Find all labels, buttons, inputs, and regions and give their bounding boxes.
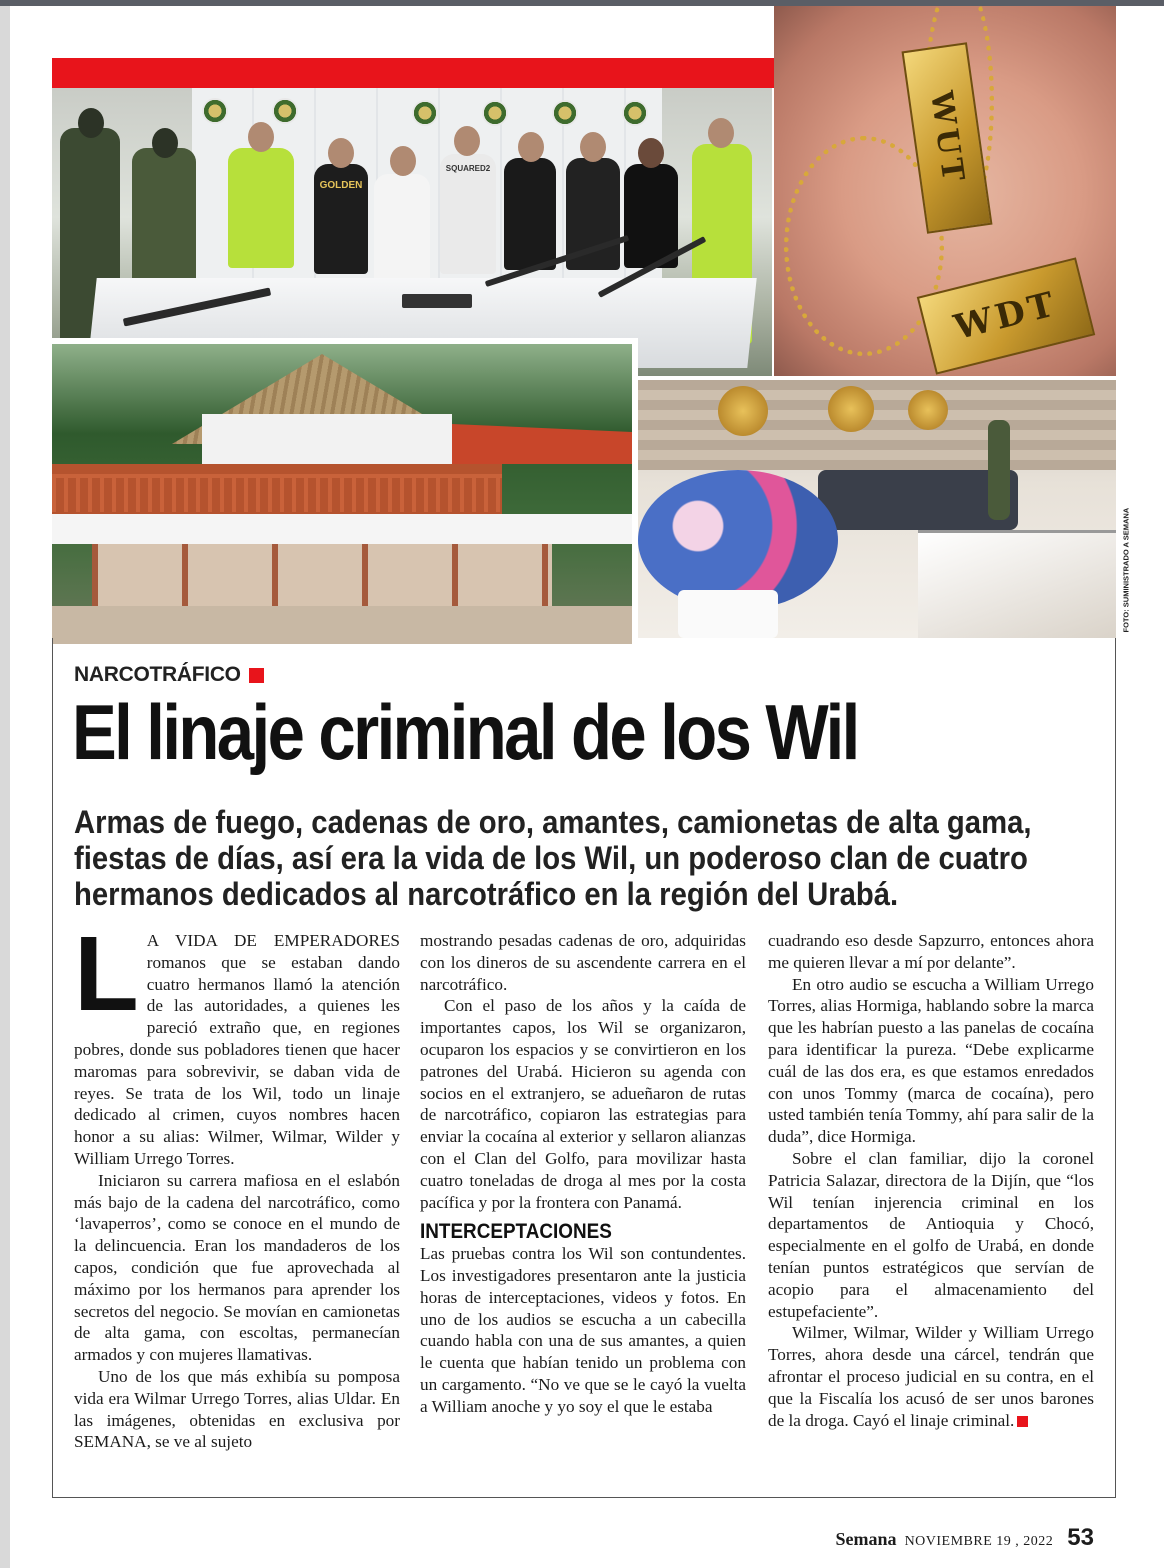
page-number: 53 [1067, 1524, 1094, 1551]
article-column-1 [74, 915, 400, 1453]
pendant-text: WDT [950, 283, 1062, 349]
flower-arrangement [638, 470, 838, 610]
viewer-left-margin [0, 6, 10, 1568]
police-seal-icon [412, 100, 438, 126]
soldier-head [78, 108, 104, 138]
paragraph-text: A VIDA DE EMPERADORES romanos que se estaban dando cuatro hermanos llamó la atención de las autoridades, a quienes les pareció extraño que, en regiones pobres, donde sus pobladores tienen que hacer maromas para sobrevivir, se daban vida de reyes. Se trata de los Wil, todo un linaje dedicado al crimen, cuyos nombres hacen honor a su alias: Wilmer, Wilmar, Wilder y William Urrego Torres. [74, 931, 400, 1168]
upper-wall [202, 414, 452, 464]
paragraph: En otro audio se escucha a William Urrego Torres, alias Hormiga, hablando sobre la marca que les habrían puesto a las panelas de cocaína para identificar la pureza. “Debe explicarme cuál de las dos era, es que estamos enredados con unos Tommy (marca de cocaína), pero usted también tenía Tommy, ahí para salir de la duda”, dice Hormiga. [768, 974, 1094, 1147]
paragraph-text: Wilmer, Wilmar, Wilder y William Urrego Torres, ahora desde una cárcel, tendrán que afrontar el proceso judicial en su contra, en el que la Fiscalía los acusó de ser unos barones de la droga. Cayó el linaje criminal. [768, 1323, 1094, 1430]
facade-band [52, 514, 632, 544]
paragraph [768, 1322, 1094, 1431]
photo-credit-vertical [1116, 498, 1130, 638]
soldier-head [152, 128, 178, 158]
paragraph: Sobre el clan familiar, dijo la coronel Patricia Salazar, directora de la Dijín, que “los Wil tenían injerencia criminal en los departamentos de Antioquia y Chocó, especialmente en el golfo de Urabá, en donde tenían puntos estratégicos que servían de acopio para el almacenamiento del estupefaciente”. [768, 1148, 1094, 1321]
subheading: INTERCEPTACIONES [420, 1220, 612, 1244]
page-footer [836, 1524, 1094, 1552]
paragraph: cuadrando eso desde Sapzurro, entonces ahora me quieren llevar a mí por delante”. [768, 931, 1094, 972]
soldier-figure [988, 420, 1010, 520]
gold-decor-icon [908, 390, 948, 430]
section-label-text: NARCOTRÁFICO [74, 663, 241, 686]
article-column-3 [768, 930, 1094, 1431]
detainee-woman [624, 164, 678, 268]
officer-head [248, 122, 274, 152]
photo-credit-text: FOTO: SUMINISTRADO A SEMANA [1121, 507, 1131, 633]
magazine-name: Semana [835, 1529, 897, 1549]
detainee-head [454, 126, 480, 156]
detainee-black-shirt [504, 158, 556, 270]
police-seal-icon [552, 100, 578, 126]
officer-head [708, 118, 734, 148]
article-column-2 [420, 930, 746, 1418]
magazine-page [10, 6, 1164, 1568]
gold-pendant [917, 257, 1095, 374]
article-deck: Armas de fuego, cadenas de oro, amantes, camionetas de alta gama, fiestas de días, así era la vida de los Wil, un poderoso clan de cuatro hermanos dedicados al narcotráfico en la región del Urabá. [74, 804, 1032, 912]
stone-wall [638, 380, 1116, 470]
police-seal-icon [202, 98, 228, 124]
shirt-print: GOLDEN [319, 180, 363, 191]
paragraph [74, 915, 400, 1170]
issue-date: NOVIEMBRE 19 , 2022 [904, 1534, 1054, 1549]
red-square-icon [249, 668, 264, 683]
detainee-head [518, 132, 544, 162]
paragraph: mostrando pesadas cadenas de oro, adquiridas con los dineros de su ascendente carrera en el narcotráfico. [420, 931, 746, 994]
photo-luxury-interior [638, 380, 1116, 638]
paragraph: Uno de los que más exhibía su pomposa vida era Wilmar Urrego Torres, alias Uldar. En las imágenes, obtenidas en exclusiva por SEMANA, se ve al sujeto [74, 1366, 400, 1452]
terrace-railing [52, 474, 502, 512]
photo-gold-chains [774, 6, 1116, 376]
gold-decor-icon [718, 386, 768, 436]
drop-cap: L [74, 915, 139, 1033]
detainee-white-shirt [374, 174, 430, 284]
police-seal-icon [482, 100, 508, 126]
detainee-head [390, 146, 416, 176]
paragraph: Con el paso de los años y la caída de importantes capos, los Wil se organizaron, ocuparon los espacios y se convirtieron en los patrones del Urabá. Hicieron su agenda con socios en el extranjero, se adueñaron de rutas de narcotráfico, copiaron las estrategias para enviar la cocaína al exterior y sellaron alianzas con el Clan del Golfo, para movilizar hasta cuatro toneladas de droga al mes por la costa pacífica y por la frontera con Panamá. [420, 996, 746, 1212]
gold-decor-icon [828, 386, 874, 432]
white-vase [678, 590, 778, 638]
red-tin-roof [452, 424, 632, 464]
detainee-head [638, 138, 664, 168]
detainee-white-shirt [440, 154, 496, 274]
detainee-head [580, 132, 606, 162]
pistol-shapes [402, 294, 472, 308]
police-officer-vest [228, 148, 294, 268]
photo-luxury-house [52, 338, 638, 644]
glass-staircase [918, 530, 1116, 638]
section-label [74, 663, 264, 687]
shirt-print: SQUARED2 [445, 164, 491, 173]
paragraph: Iniciaron su carrera mafiosa en el eslabón más bajo de la cadena del narcotráfico, como ‘lavaperros’, como se conoce en el mundo de la delincuencia. Eran los mandaderos de los capos, condición que fue aprovechada al máximo por los hermanos para aprender los secretos del negocio. Se movían en camionetas de alta gama, con escoltas, permanecían armados y con mujeres llamativas. [74, 1170, 400, 1365]
paragraph: Las pruebas contra los Wil son contundentes. Los investigadores presentaron ante la justicia horas de interceptaciones, videos y fotos. En uno de los audios se escucha a un cabecilla cuando habla con una de sus amantes, a quien le cuenta que habían tenido un problema con un cargamento. “No ve que se le cayó la vuelta a William anoche y yo soy el que le estaba [420, 1244, 746, 1416]
photo-police-presentation [52, 88, 772, 376]
detainee-golden-shirt [314, 164, 368, 274]
ground-floor [92, 544, 552, 614]
article-headline: El linaje criminal de los Wil [72, 688, 858, 776]
nameplate-text: WUT [923, 88, 971, 188]
end-mark-icon [1017, 1416, 1028, 1427]
detainee-head [328, 138, 354, 168]
police-seal-icon [272, 98, 298, 124]
police-seal-icon [622, 100, 648, 126]
